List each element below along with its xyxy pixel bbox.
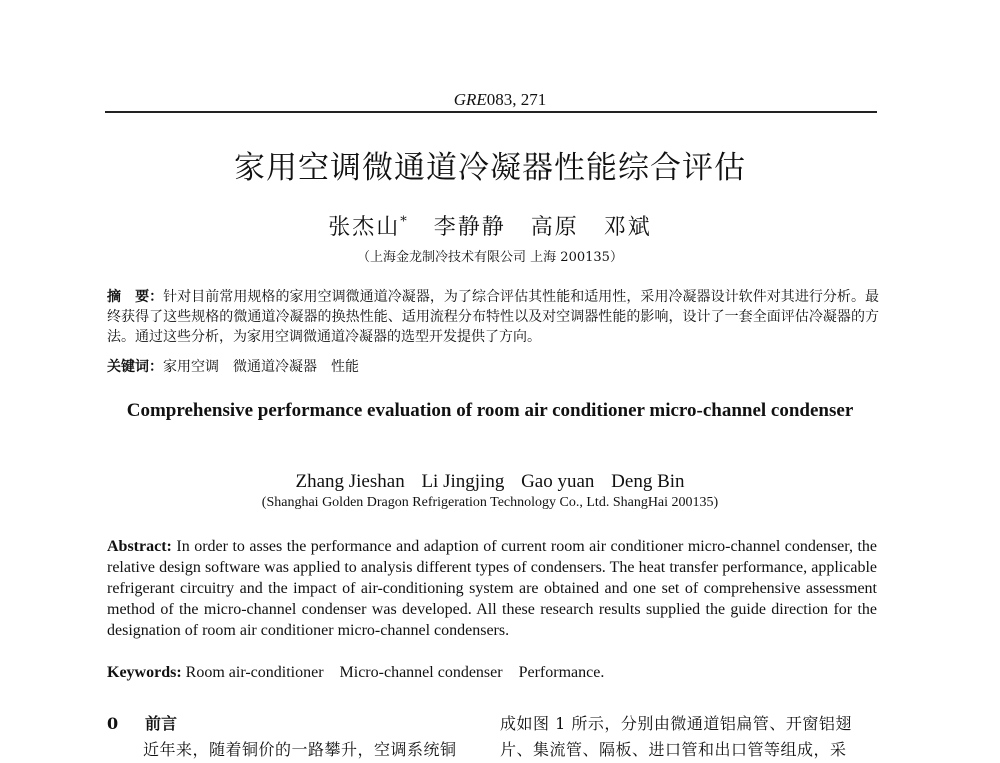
- en-keywords: [107, 664, 620, 682]
- cn-keywords: [107, 356, 359, 376]
- section-number: 0: [107, 714, 119, 733]
- en-abstract: [107, 536, 877, 641]
- cn-author: 张杰山*: [328, 214, 409, 240]
- cn-author: 邓斌: [603, 215, 652, 240]
- en-author: Zhang Jieshan: [295, 471, 405, 492]
- right-column-text: [500, 711, 852, 763]
- cn-author: 高原: [530, 215, 579, 240]
- en-affiliation: (Shanghai Golden Dragon Refrigeration Technology Co., Ltd. ShangHai 200135): [261, 495, 719, 510]
- cn-abstract: [107, 287, 879, 347]
- cn-keywords-label: 关键词：: [107, 359, 163, 375]
- right-column-line: 成如图 1 所示，分别由微通道铝扁管、开窗铝翅: [500, 714, 852, 733]
- en-author: Deng Bin: [611, 471, 685, 492]
- cn-author: 李静静: [433, 215, 506, 240]
- section-heading: [107, 711, 177, 734]
- section-title: 前言: [145, 714, 178, 733]
- en-abstract-text: In order to asses the performance and adaption of current room air conditioner micro-channel condenser, the relative design software was applied to analysis different types of condensers. The heat transfer performance, applicable refrigerant circuitry and the impact of air-conditioning system are obtained and one set of comprehensive assessment method of the micro-channel condenser was developed. All these research results supplied the guide direction for the designation of room air conditioner micro-channel condensers.: [107, 538, 878, 639]
- en-abstract-label: Abstract:: [107, 538, 172, 555]
- cn-affiliation: （上海金龙制冷技术有限公司 上海 200135）: [357, 250, 623, 265]
- header-rule: [105, 111, 877, 113]
- en-author: Gao yuan: [521, 471, 595, 492]
- en-keyword: Micro-channel condenser: [339, 664, 503, 681]
- cn-abstract-label: 摘 要：: [107, 289, 164, 305]
- right-column-line: 片、集流管、隔板、进口管和出口管等组成，采: [500, 740, 847, 759]
- en-keyword: Performance.: [518, 664, 605, 681]
- cn-title: 家用空调微通道冷凝器性能综合评估: [234, 150, 746, 186]
- en-keywords-label: Keywords:: [107, 664, 182, 681]
- left-column-text: 近年来，随着铜价的一路攀升，空调系统铜: [143, 740, 457, 759]
- en-authors: [0, 471, 980, 493]
- cn-keywords-text: 家用空调 微通道冷凝器 性能: [163, 359, 359, 375]
- cn-abstract-text: 针对目前常用规格的家用空调微通道冷凝器，为了综合评估其性能和适用性，采用冷凝器设计软件对其进行分析。最终获得了这些规格的微通道冷凝器的换热性能、适用流程分布特性以及对空调器性能的影响，设计了一套全面评估冷凝器的方法。通过这些分析，为家用空调微通道冷凝器的选型开发提供了方向。: [107, 289, 880, 345]
- journal-reference: GRE083, 271: [453, 90, 547, 109]
- en-title: Comprehensive performance evaluation of room air conditioner micro-channel condenser: [126, 400, 854, 421]
- en-keyword: Room air-conditioner: [185, 664, 324, 681]
- cn-authors: [0, 210, 980, 241]
- en-author: Li Jingjing: [421, 471, 505, 492]
